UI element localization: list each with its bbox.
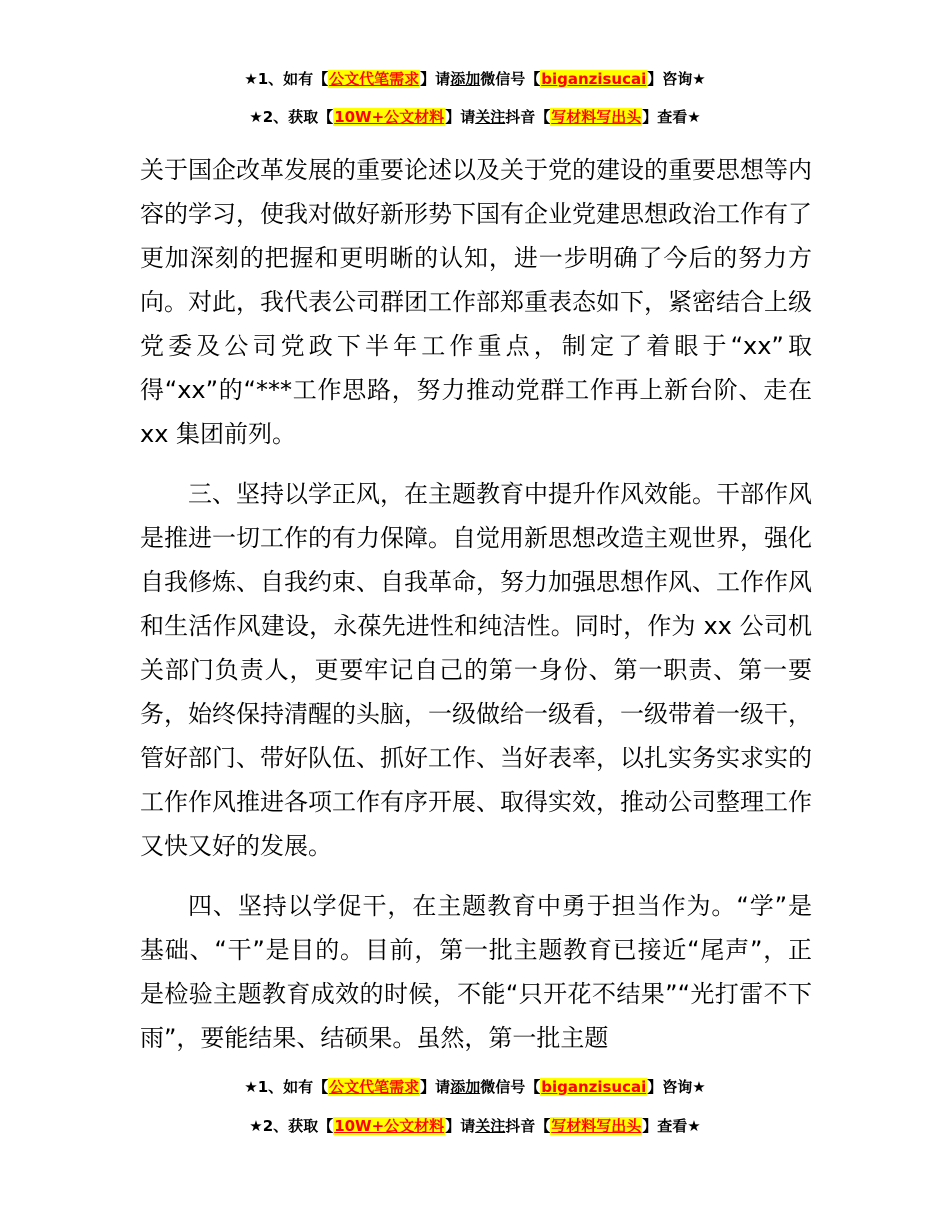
promo-text: 】请 <box>445 108 476 126</box>
promo-text: 抖音【 <box>505 1117 551 1135</box>
promo-highlight: 公文代笔需求 <box>329 70 420 88</box>
footer-promo-line-2 <box>0 1116 950 1136</box>
promo-highlight: biganzisucai <box>541 70 647 88</box>
promo-text: 】请 <box>420 1078 451 1096</box>
promo-suffix: 】查看★ <box>642 1117 701 1135</box>
promo-underlined-text: 关注 <box>475 1117 506 1135</box>
promo-underlined-text: 关注 <box>475 108 506 126</box>
promo-suffix: 】咨询★ <box>647 70 706 88</box>
promo-highlight: 10W+公文材料 <box>334 1117 445 1135</box>
promo-text: 抖音【 <box>505 108 551 126</box>
footer-promo-line-1 <box>0 1077 950 1097</box>
promo-prefix: ★1、如有【 <box>244 70 329 88</box>
body-paragraph-1: 关于国企改革发展的重要论述以及关于党的建设的重要思想等内容的学习，使我对做好新形势下国有企业党建思想政治工作有了更加深刻的把握和更明晰的认知，进一步明确了今后的努力方向。对此，我代表公司群团工作部郑重表态如下，紧密结合上级党委及公司党政下半年工作重点，制定了着眼于“xx”取得“xx”的“***工作思路，努力推动党群工作再上新台阶、走在 xx 集团前列。 <box>140 156 812 448</box>
promo-suffix: 】查看★ <box>642 108 701 126</box>
promo-prefix: ★1、如有【 <box>244 1078 329 1096</box>
promo-underlined-text: 添加 <box>450 1078 481 1096</box>
promo-prefix: ★2、获取【 <box>249 1117 334 1135</box>
header-promo-line-1 <box>0 69 950 89</box>
promo-underlined-text: 添加 <box>450 70 481 88</box>
promo-text: 】请 <box>445 1117 476 1135</box>
document-body <box>140 148 812 1076</box>
promo-prefix: ★2、获取【 <box>249 108 334 126</box>
promo-highlight: biganzisucai <box>541 1078 647 1096</box>
promo-text: 微信号【 <box>480 70 541 88</box>
promo-highlight: 写材料写出头 <box>551 1117 642 1135</box>
body-paragraph-2: 三、坚持以学正风，在主题教育中提升作风效能。干部作风是推进一切工作的有力保障。自觉用新思想改造主观世界，强化自我修炼、自我约束、自我革命，努力加强思想作风、工作作风和生活作风建设，永葆先进性和纯洁性。同时，作为 xx 公司机关部门负责人，更要牢记自己的第一身份、第一职责、第一要务，始终保持清醒的头脑，一级做给一级看，一级带着一级干，管好部门、带好队伍、抓好工作、当好表率，以扎实务实求实的工作作风推进各项工作有序开展、取得实效，推动公司整理工作又快又好的发展。 <box>140 480 812 860</box>
body-paragraph-3: 四、坚持以学促干，在主题教育中勇于担当作为。“学”是基础、“干”是目的。目前，第一批主题教育已接近“尾声”，正是检验主题教育成效的时候，不能“只开花不结果”“光打雷不下雨”，要能结果、结硕果。虽然，第一批主题 <box>140 892 812 1052</box>
promo-highlight: 写材料写出头 <box>551 108 642 126</box>
header-promo-line-2 <box>0 107 950 127</box>
promo-highlight: 10W+公文材料 <box>334 108 445 126</box>
promo-suffix: 】咨询★ <box>647 1078 706 1096</box>
promo-text: 】请 <box>420 70 451 88</box>
promo-text: 微信号【 <box>480 1078 541 1096</box>
promo-highlight: 公文代笔需求 <box>329 1078 420 1096</box>
